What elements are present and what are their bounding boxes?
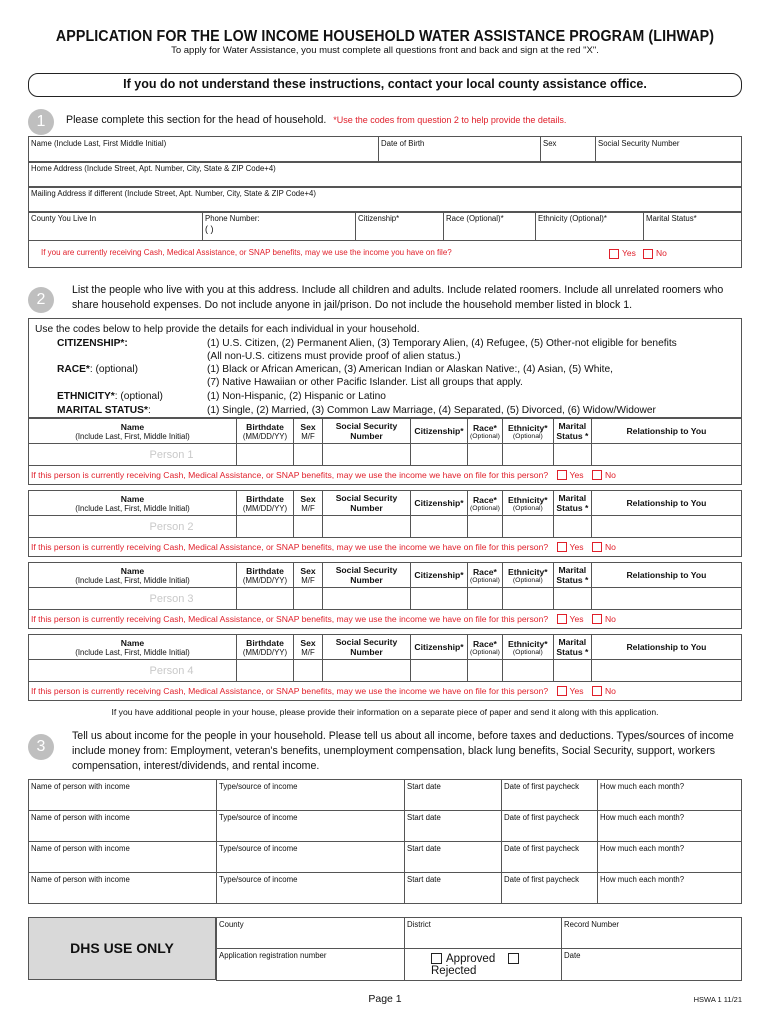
citizenship-field[interactable]: Citizenship* bbox=[356, 212, 444, 241]
checkbox-icon[interactable] bbox=[557, 686, 567, 696]
col-name: Name (Include Last, First, Middle Initial) bbox=[29, 563, 237, 588]
person-benefits-row bbox=[29, 538, 742, 557]
county-field[interactable]: County You Live In bbox=[29, 212, 203, 241]
income-name-input[interactable]: Name of person with income bbox=[29, 873, 217, 904]
col-relationship: Relationship to You bbox=[591, 635, 741, 660]
marital-status-field[interactable]: Marital Status* bbox=[644, 212, 742, 241]
col-citizenship: Citizenship* bbox=[411, 419, 468, 444]
ssn-field[interactable]: Social Security Number bbox=[596, 137, 742, 163]
income-monthly-amount-input[interactable]: How much each month? bbox=[598, 811, 742, 842]
col-birthdate: Birthdate (MM/DD/YY) bbox=[237, 491, 294, 516]
col-marital: Marital Status * bbox=[553, 419, 591, 444]
person-marital-input[interactable] bbox=[553, 588, 591, 610]
instructions-banner: If you do not understand these instructions, contact your local county assistance office. bbox=[28, 73, 742, 97]
person-4-block bbox=[28, 634, 742, 701]
hoh-benefits-question: If you are currently receiving Cash, Medical Assistance, or SNAP benefits, may we use the income you have on file? bbox=[41, 248, 452, 257]
dhs-date-field[interactable]: Date bbox=[562, 949, 742, 981]
person-benefits-yes[interactable]: Yes bbox=[557, 542, 584, 552]
person-race-input[interactable] bbox=[468, 444, 503, 466]
checkbox-icon[interactable] bbox=[592, 542, 602, 552]
checkbox-icon[interactable] bbox=[609, 249, 619, 259]
col-relationship: Relationship to You bbox=[591, 491, 741, 516]
person-benefits-no[interactable]: No bbox=[592, 614, 616, 624]
section-2-intro: List the people who live with you at this address. Include all children and adults. Include related roomers. Include all unrelated roomers who share household expenses. Do not include anyone in jail/prison. Do not include the household member listed in block 1. bbox=[72, 284, 724, 311]
person-benefits-row bbox=[29, 610, 742, 629]
income-row-1 bbox=[28, 779, 742, 811]
person-birthdate-input[interactable] bbox=[237, 516, 294, 538]
col-race: Race* (Optional) bbox=[468, 491, 503, 516]
person-race-input[interactable] bbox=[468, 516, 503, 538]
person-benefits-question: If this person is currently receiving Cash, Medical Assistance, or SNAP benefits, may we use the income we have on file for this person? bbox=[31, 685, 549, 696]
person-benefits-row bbox=[29, 466, 742, 485]
checkbox-icon[interactable] bbox=[592, 470, 602, 480]
codes-intro: Use the codes below to help provide the details for each individual in your household. bbox=[35, 324, 420, 335]
col-marital: Marital Status * bbox=[553, 563, 591, 588]
income-type-input[interactable]: Type/source of income bbox=[217, 873, 405, 904]
income-start-date-input[interactable]: Start date bbox=[405, 811, 502, 842]
dhs-county-field[interactable]: County bbox=[217, 918, 405, 949]
col-ethnicity: Ethnicity* (Optional) bbox=[502, 635, 553, 660]
dhs-use-only-box bbox=[28, 917, 216, 980]
person-citizenship-input[interactable] bbox=[411, 588, 468, 610]
person-birthdate-input[interactable] bbox=[237, 660, 294, 682]
dhs-rejected[interactable]: Rejected bbox=[431, 953, 523, 977]
income-first-paycheck-input[interactable]: Date of first paycheck bbox=[502, 873, 598, 904]
person-relationship-input[interactable] bbox=[591, 588, 741, 610]
person-relationship-input[interactable] bbox=[591, 444, 741, 466]
person-benefits-yes[interactable]: Yes bbox=[557, 686, 584, 696]
section-1-number: 1 bbox=[28, 109, 54, 135]
section-3-number: 3 bbox=[28, 734, 54, 760]
col-sex: Sex M/F bbox=[294, 635, 323, 660]
person-sex-input[interactable] bbox=[294, 660, 323, 682]
col-relationship: Relationship to You bbox=[591, 419, 741, 444]
person-marital-input[interactable] bbox=[553, 444, 591, 466]
person-marital-input[interactable] bbox=[553, 660, 591, 682]
checkbox-icon[interactable] bbox=[643, 249, 653, 259]
col-ethnicity: Ethnicity* (Optional) bbox=[502, 419, 553, 444]
code-label-marital: MARITAL STATUS*: bbox=[57, 405, 151, 416]
person-2-block bbox=[28, 490, 742, 557]
person-ethnicity-input[interactable] bbox=[502, 660, 553, 682]
dob-field[interactable]: Date of Birth bbox=[379, 137, 541, 163]
dhs-use-only-label: DHS USE ONLY bbox=[70, 940, 174, 956]
income-first-paycheck-input[interactable]: Date of first paycheck bbox=[502, 842, 598, 873]
person-name-input[interactable] bbox=[29, 660, 237, 682]
income-type-input[interactable]: Type/source of income bbox=[217, 842, 405, 873]
additional-people-note: If you have additional people in your house, please provide their information on a separate piece of paper and send it along with this application. bbox=[111, 707, 659, 717]
person-benefits-no[interactable]: No bbox=[592, 542, 616, 552]
col-race: Race* (Optional) bbox=[468, 563, 503, 588]
col-relationship: Relationship to You bbox=[591, 563, 741, 588]
col-race: Race* (Optional) bbox=[468, 419, 503, 444]
col-birthdate: Birthdate (MM/DD/YY) bbox=[237, 419, 294, 444]
dhs-table bbox=[216, 917, 742, 981]
col-marital: Marital Status * bbox=[553, 635, 591, 660]
home-address-field[interactable]: Home Address (Include Street, Apt. Number, City, State & ZIP Code+4) bbox=[29, 162, 742, 188]
person-race-input[interactable] bbox=[468, 588, 503, 610]
person-placeholder: Person 4 bbox=[149, 664, 194, 677]
dhs-record-field[interactable]: Record Number bbox=[562, 918, 742, 949]
income-start-date-input[interactable]: Start date bbox=[405, 873, 502, 904]
col-race: Race* (Optional) bbox=[468, 635, 503, 660]
person-ethnicity-input[interactable] bbox=[502, 516, 553, 538]
income-row-3 bbox=[28, 841, 742, 873]
person-benefits-question: If this person is currently receiving Cash, Medical Assistance, or SNAP benefits, may we use the income we have on file for this person? bbox=[31, 541, 549, 552]
col-marital: Marital Status * bbox=[553, 491, 591, 516]
checkbox-icon[interactable] bbox=[557, 614, 567, 624]
dhs-approved[interactable]: Approved bbox=[431, 953, 495, 965]
head-of-household-table bbox=[28, 136, 742, 163]
col-name: Name (Include Last, First, Middle Initial) bbox=[29, 635, 237, 660]
checkbox-icon[interactable] bbox=[592, 614, 602, 624]
form-title: APPLICATION FOR THE LOW INCOME HOUSEHOLD WATER ASSISTANCE PROGRAM (LIHWAP) bbox=[55, 28, 715, 45]
col-birthdate: Birthdate (MM/DD/YY) bbox=[237, 635, 294, 660]
race-field[interactable]: Race (Optional)* bbox=[444, 212, 536, 241]
home-address-table bbox=[28, 161, 742, 188]
section-2-number: 2 bbox=[28, 287, 54, 313]
person-ethnicity-input[interactable] bbox=[502, 588, 553, 610]
hoh-benefits-no[interactable]: No bbox=[643, 248, 667, 259]
person-placeholder: Person 1 bbox=[149, 448, 194, 461]
income-monthly-amount-input[interactable]: How much each month? bbox=[598, 873, 742, 904]
col-ssn: Social Security Number bbox=[323, 419, 411, 444]
col-citizenship: Citizenship* bbox=[411, 635, 468, 660]
person-1-block bbox=[28, 418, 742, 485]
person-benefits-question: If this person is currently receiving Cash, Medical Assistance, or SNAP benefits, may we use the income we have on file for this person? bbox=[31, 469, 549, 480]
income-monthly-amount-input[interactable]: How much each month? bbox=[598, 842, 742, 873]
person-name-input[interactable] bbox=[29, 444, 237, 466]
col-name: Name (Include Last, First, Middle Initial) bbox=[29, 491, 237, 516]
income-row-2 bbox=[28, 810, 742, 842]
income-first-paycheck-input[interactable]: Date of first paycheck bbox=[502, 811, 598, 842]
checkbox-icon[interactable] bbox=[592, 686, 602, 696]
col-sex: Sex M/F bbox=[294, 419, 323, 444]
col-ssn: Social Security Number bbox=[323, 635, 411, 660]
dhs-app-reg-field[interactable]: Application registration number bbox=[217, 949, 405, 981]
col-birthdate: Birthdate (MM/DD/YY) bbox=[237, 563, 294, 588]
person-relationship-input[interactable] bbox=[591, 660, 741, 682]
dhs-district-field[interactable]: District bbox=[405, 918, 562, 949]
section-3-intro: Tell us about income for the people in your household. Please tell us about all income, before taxes and deductions. Types/sources of income include money from: Employment, veteran's benefits, unemployment compensation, black lung benefits, Social Security, support, workers compensation, interest/dividends, and rental income. bbox=[72, 730, 734, 772]
income-first-paycheck-input[interactable]: Date of first paycheck bbox=[502, 780, 598, 811]
person-relationship-input[interactable] bbox=[591, 516, 741, 538]
hoh-benefits-row bbox=[28, 240, 742, 268]
ethnicity-field[interactable]: Ethnicity (Optional)* bbox=[536, 212, 644, 241]
checkbox-icon[interactable] bbox=[431, 953, 442, 964]
person-birthdate-input[interactable] bbox=[237, 444, 294, 466]
person-race-input[interactable] bbox=[468, 660, 503, 682]
sex-field[interactable]: Sex bbox=[541, 137, 596, 163]
person-placeholder: Person 3 bbox=[149, 592, 194, 605]
col-sex: Sex M/F bbox=[294, 491, 323, 516]
code-text-marital: (1) Single, (2) Married, (3) Common Law Marriage, (4) Separated, (5) Divorced, (6) Widow/Widower bbox=[207, 405, 656, 416]
name-field[interactable]: Name (Include Last, First Middle Initial) bbox=[29, 137, 379, 163]
person-ssn-input[interactable] bbox=[323, 444, 411, 466]
person-marital-input[interactable] bbox=[553, 516, 591, 538]
income-name-input[interactable]: Name of person with income bbox=[29, 780, 217, 811]
person-benefits-no[interactable]: No bbox=[592, 470, 616, 480]
income-start-date-input[interactable]: Start date bbox=[405, 842, 502, 873]
person-ssn-input[interactable] bbox=[323, 516, 411, 538]
income-start-date-input[interactable]: Start date bbox=[405, 780, 502, 811]
code-text-ethnicity: (1) Non-Hispanic, (2) Hispanic or Latino bbox=[207, 391, 386, 402]
code-label-citizenship: CITIZENSHIP*: bbox=[57, 338, 128, 349]
hoh-benefits-yes[interactable]: Yes bbox=[609, 248, 636, 259]
person-name-input[interactable] bbox=[29, 588, 237, 610]
income-monthly-amount-input[interactable]: How much each month? bbox=[598, 780, 742, 811]
person-benefits-row bbox=[29, 682, 742, 701]
income-name-input[interactable]: Name of person with income bbox=[29, 842, 217, 873]
dhs-decision bbox=[405, 949, 562, 981]
income-type-input[interactable]: Type/source of income bbox=[217, 780, 405, 811]
col-ethnicity: Ethnicity* (Optional) bbox=[502, 563, 553, 588]
income-row-4 bbox=[28, 872, 742, 904]
mailing-address-table bbox=[28, 186, 742, 213]
person-benefits-yes[interactable]: Yes bbox=[557, 470, 584, 480]
person-3-block bbox=[28, 562, 742, 629]
mailing-address-field[interactable]: Mailing Address if different (Include Street, Apt. Number, City, State & ZIP Code+4) bbox=[29, 187, 742, 213]
person-sex-input[interactable] bbox=[294, 588, 323, 610]
hoh-details-table bbox=[28, 211, 742, 241]
person-ssn-input[interactable] bbox=[323, 588, 411, 610]
income-name-input[interactable]: Name of person with income bbox=[29, 811, 217, 842]
code-label-ethnicity: ETHNICITY*: (optional) bbox=[57, 391, 163, 402]
page-number: Page 1 bbox=[368, 993, 402, 1005]
person-placeholder: Person 2 bbox=[149, 520, 194, 533]
income-type-input[interactable]: Type/source of income bbox=[217, 811, 405, 842]
person-ethnicity-input[interactable] bbox=[502, 444, 553, 466]
phone-field[interactable]: Phone Number: ( ) bbox=[203, 212, 356, 241]
person-birthdate-input[interactable] bbox=[237, 588, 294, 610]
col-ssn: Social Security Number bbox=[323, 563, 411, 588]
person-citizenship-input[interactable] bbox=[411, 660, 468, 682]
person-citizenship-input[interactable] bbox=[411, 444, 468, 466]
section-1-intro: Please complete this section for the head of household. *Use the codes from question 2 to help provide the details. bbox=[66, 114, 567, 126]
code-text-citizenship: (1) U.S. Citizen, (2) Permanent Alien, (3) Temporary Alien, (4) Refugee, (5) Other-not eligible for benefits (All non-U.S. citizens must provide proof of alien status.) bbox=[207, 338, 677, 362]
col-citizenship: Citizenship* bbox=[411, 563, 468, 588]
form-id: HSWA 1 11/21 bbox=[693, 995, 742, 1004]
code-label-race: RACE*: (optional) bbox=[57, 364, 138, 375]
form-subtitle: To apply for Water Assistance, you must complete all questions front and back and sign at the red "X". bbox=[171, 45, 599, 56]
person-citizenship-input[interactable] bbox=[411, 516, 468, 538]
col-sex: Sex M/F bbox=[294, 563, 323, 588]
person-benefits-no[interactable]: No bbox=[592, 686, 616, 696]
person-sex-input[interactable] bbox=[294, 444, 323, 466]
person-benefits-question: If this person is currently receiving Cash, Medical Assistance, or SNAP benefits, may we use the income we have on file for this person? bbox=[31, 613, 549, 624]
person-ssn-input[interactable] bbox=[323, 660, 411, 682]
checkbox-icon[interactable] bbox=[557, 542, 567, 552]
col-name: Name (Include Last, First, Middle Initial) bbox=[29, 419, 237, 444]
codes-box bbox=[28, 318, 742, 418]
col-ssn: Social Security Number bbox=[323, 491, 411, 516]
person-sex-input[interactable] bbox=[294, 516, 323, 538]
person-benefits-yes[interactable]: Yes bbox=[557, 614, 584, 624]
checkbox-icon[interactable] bbox=[508, 953, 519, 964]
person-name-input[interactable] bbox=[29, 516, 237, 538]
col-ethnicity: Ethnicity* (Optional) bbox=[502, 491, 553, 516]
col-citizenship: Citizenship* bbox=[411, 491, 468, 516]
code-text-race: (1) Black or African American, (3) American Indian or Alaskan Native:, (4) Asian, (5) White, (7) Native Hawaiian or other Pacific Islander. List all groups that apply. bbox=[207, 364, 613, 388]
checkbox-icon[interactable] bbox=[557, 470, 567, 480]
